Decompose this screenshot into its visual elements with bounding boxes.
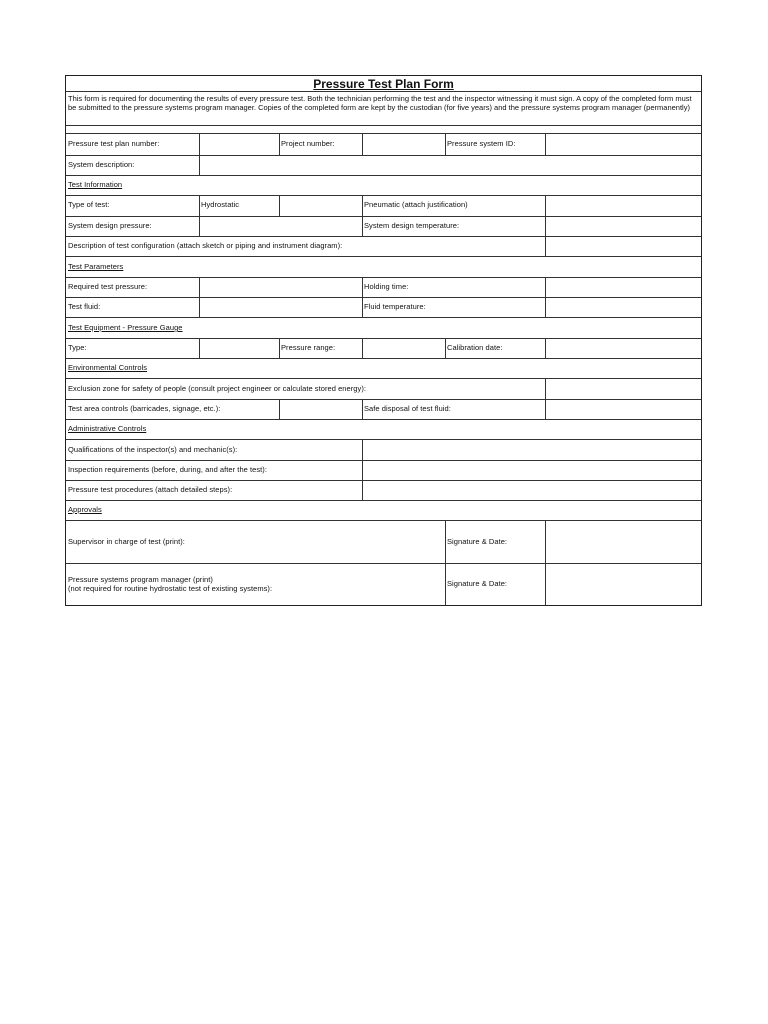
supervisor-signature-field[interactable]: [546, 521, 700, 562]
test-procedures-field[interactable]: [363, 481, 700, 499]
divider: [66, 175, 701, 176]
gauge-type-field[interactable]: [200, 339, 278, 357]
inspection-requirements-field[interactable]: [363, 461, 700, 479]
gauge-type-label: Type:: [68, 343, 87, 352]
pneumatic-option: Pneumatic (attach justification): [364, 200, 468, 209]
safe-disposal-field[interactable]: [546, 400, 700, 418]
form-title: Pressure Test Plan Form: [313, 77, 454, 91]
divider: [66, 256, 701, 257]
divider: [362, 297, 363, 317]
divider: [362, 216, 363, 236]
fluid-temperature-label: Fluid temperature:: [364, 302, 426, 311]
divider: [445, 133, 446, 155]
pressure-range-label: Pressure range:: [281, 343, 336, 352]
inspection-requirements-label: Inspection requirements (before, during, and after the test):: [68, 465, 267, 474]
divider: [199, 195, 200, 216]
design-pressure-field[interactable]: [200, 217, 361, 235]
divider: [66, 91, 701, 92]
divider: [279, 338, 280, 358]
supervisor-label: Supervisor in charge of test (print):: [68, 537, 185, 546]
design-pressure-label: System design pressure:: [68, 221, 152, 230]
required-pressure-label: Required test pressure:: [68, 282, 148, 291]
exclusion-zone-field[interactable]: [546, 379, 700, 398]
divider: [362, 277, 363, 297]
exclusion-zone-label: Exclusion zone for safety of people (consult project engineer or calculate stored energy):: [68, 384, 366, 393]
test-fluid-label: Test fluid:: [68, 302, 101, 311]
system-id-field[interactable]: [546, 134, 700, 154]
hydrostatic-option: Hydrostatic: [201, 200, 240, 209]
divider: [362, 399, 363, 419]
hydrostatic-checkbox[interactable]: [280, 196, 361, 215]
system-description-field[interactable]: [200, 156, 700, 174]
program-manager-signature-field[interactable]: [546, 564, 700, 604]
design-temperature-field[interactable]: [546, 217, 700, 235]
form-instructions: This form is required for documenting the results of every pressure test. Both the technician performing the test and the inspector witnessing it must sign. A copy of the completed form must be submitted to the pressure systems program manager. Copies of the completed form are kept by the custodian (for five years) and the pressure systems program manager (permanently): [68, 94, 692, 112]
section-administrative-controls: Administrative Controls: [68, 424, 147, 433]
test-config-field[interactable]: [546, 237, 700, 255]
design-temperature-label: System design temperature:: [364, 221, 460, 230]
system-id-label: Pressure system ID:: [447, 139, 516, 148]
plan-number-field[interactable]: [200, 134, 278, 154]
project-number-label: Project number:: [281, 139, 335, 148]
divider: [66, 358, 701, 359]
calibration-date-label: Calibration date:: [447, 343, 503, 352]
test-fluid-field[interactable]: [200, 298, 361, 316]
calibration-date-field[interactable]: [546, 339, 700, 357]
divider: [445, 520, 446, 605]
test-area-controls-label: Test area controls (barricades, signage, etc.):: [68, 404, 221, 413]
test-config-label: Description of test configuration (attach sketch or piping and instrument diagram):: [68, 241, 343, 250]
signature-date-label-2: Signature & Date:: [447, 579, 508, 588]
system-description-label: System description:: [68, 160, 135, 169]
qualifications-label: Qualifications of the inspector(s) and mechanic(s):: [68, 445, 238, 454]
section-test-equipment: Test Equipment - Pressure Gauge: [68, 323, 183, 332]
pneumatic-checkbox[interactable]: [546, 196, 700, 215]
section-test-parameters: Test Parameters: [68, 262, 124, 271]
divider: [279, 133, 280, 155]
holding-time-field[interactable]: [546, 278, 700, 296]
pressure-range-field[interactable]: [363, 339, 444, 357]
qualifications-field[interactable]: [363, 440, 700, 459]
type-of-test-label: Type of test:: [68, 200, 110, 209]
program-manager-label: Pressure systems program manager (print): [68, 575, 213, 584]
divider: [445, 338, 446, 358]
required-pressure-field[interactable]: [200, 278, 361, 296]
project-number-field[interactable]: [363, 134, 444, 154]
section-environmental-controls: Environmental Controls: [68, 363, 148, 372]
fluid-temperature-field[interactable]: [546, 298, 700, 316]
safe-disposal-label: Safe disposal of test fluid:: [364, 404, 451, 413]
section-approvals: Approvals: [68, 505, 102, 514]
test-procedures-label: Pressure test procedures (attach detailed steps):: [68, 485, 233, 494]
divider: [66, 500, 701, 501]
program-manager-name-field[interactable]: [296, 564, 444, 604]
pressure-test-plan-form: [65, 75, 702, 606]
section-test-information: Test Information: [68, 180, 123, 189]
holding-time-label: Holding time:: [364, 282, 409, 291]
test-area-controls-field[interactable]: [280, 400, 361, 418]
divider: [66, 317, 701, 318]
supervisor-name-field[interactable]: [266, 521, 444, 562]
divider: [362, 195, 363, 216]
program-manager-note: (not required for routine hydrostatic test of existing systems):: [68, 584, 273, 593]
signature-date-label-1: Signature & Date:: [447, 537, 508, 546]
plan-number-label: Pressure test plan number:: [68, 139, 160, 148]
divider: [66, 419, 701, 420]
divider: [66, 125, 701, 126]
